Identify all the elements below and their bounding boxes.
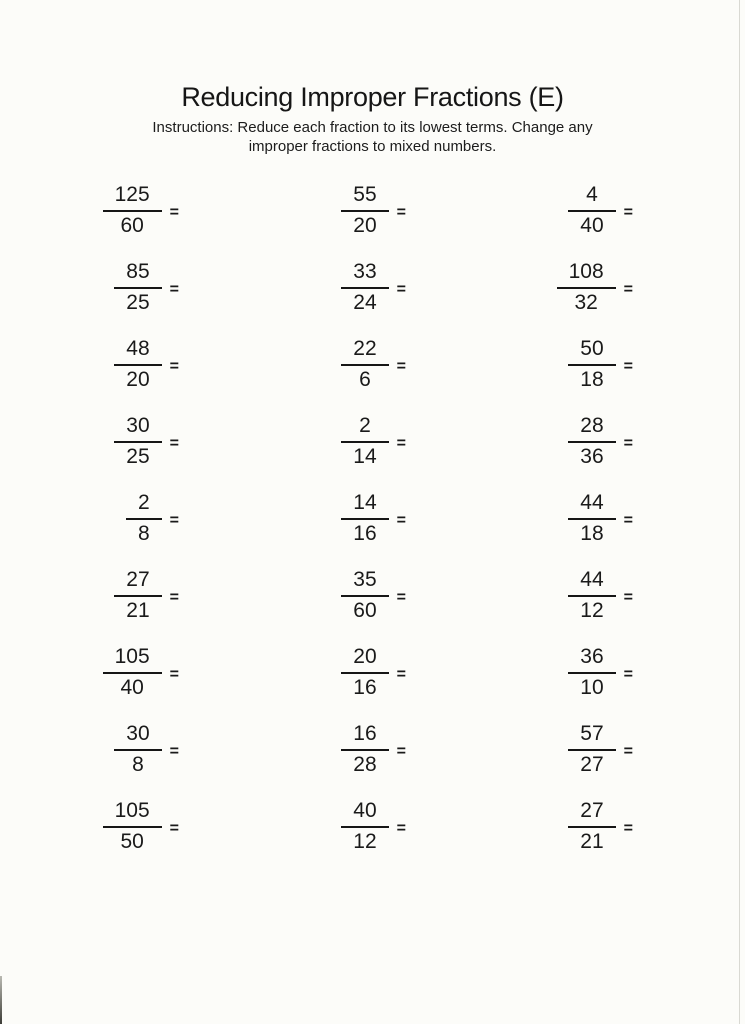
fraction (341, 415, 388, 467)
equals-sign: = (396, 665, 406, 683)
fraction (114, 569, 161, 621)
fraction-numerator: 105 (114, 645, 150, 669)
fraction (568, 338, 615, 390)
fraction-denominator: 32 (557, 287, 616, 314)
fraction-denominator: 10 (568, 672, 615, 699)
equals-sign: = (396, 742, 406, 760)
equals-sign: = (396, 434, 406, 452)
fraction-numerator: 105 (114, 799, 150, 823)
worksheet-title: Reducing Improper Fractions (E) (181, 82, 564, 112)
fraction-numerator: 85 (126, 260, 150, 284)
fraction-problem (341, 723, 406, 775)
fraction (103, 646, 162, 698)
fraction (341, 569, 388, 621)
fraction-denominator: 25 (114, 441, 161, 468)
equals-sign: = (396, 280, 406, 298)
fraction-numerator: 2 (137, 491, 150, 515)
fraction-denominator: 14 (341, 441, 388, 468)
scan-edge-artifact-right (739, 0, 740, 1024)
equals-sign: = (396, 203, 406, 221)
fraction-denominator: 6 (341, 364, 388, 391)
fraction-denominator: 16 (341, 672, 388, 699)
fraction-problem (568, 492, 633, 544)
equals-sign: = (169, 819, 179, 837)
fraction-denominator: 60 (341, 595, 388, 622)
fraction-problem (568, 338, 633, 390)
worksheet-instructions (0, 118, 745, 156)
fraction-denominator: 28 (341, 749, 388, 776)
fraction-numerator: 55 (353, 183, 377, 207)
problems-grid (0, 172, 633, 865)
fraction-problem (114, 569, 179, 621)
fraction-numerator: 33 (353, 260, 377, 284)
fraction-numerator: 30 (126, 722, 150, 746)
instructions-line-2: improper fractions to mixed numbers. (248, 138, 497, 155)
fraction-problem (341, 415, 406, 467)
fraction-numerator: 4 (586, 183, 598, 207)
fraction-denominator: 40 (568, 210, 615, 237)
fraction-denominator: 12 (568, 595, 615, 622)
fraction (103, 800, 162, 852)
equals-sign: = (623, 588, 633, 606)
fraction-denominator: 40 (103, 672, 162, 699)
fraction (341, 646, 388, 698)
fraction-denominator: 8 (114, 749, 161, 776)
fraction-problem (126, 492, 179, 544)
fraction-problem (341, 492, 406, 544)
fraction-problem (114, 723, 179, 775)
equals-sign: = (623, 434, 633, 452)
fraction (568, 415, 615, 467)
fraction-problem (114, 338, 179, 390)
fraction (126, 492, 162, 544)
fraction-problem (568, 800, 633, 852)
fraction (341, 800, 388, 852)
fraction (568, 800, 615, 852)
fraction-problem (103, 800, 179, 852)
equals-sign: = (396, 819, 406, 837)
fraction (568, 492, 615, 544)
fraction (114, 261, 161, 313)
equals-sign: = (623, 203, 633, 221)
fraction-numerator: 44 (580, 568, 604, 592)
fraction-problem (568, 184, 633, 236)
fraction (341, 261, 388, 313)
fraction (557, 261, 616, 313)
fraction-numerator: 27 (580, 799, 604, 823)
fraction-numerator: 28 (580, 414, 604, 438)
fraction-numerator: 40 (353, 799, 377, 823)
fraction (103, 184, 162, 236)
instructions-line-1: Instructions: Reduce each fraction to its lowest terms. Change any (152, 119, 593, 136)
fraction-denominator: 12 (341, 826, 388, 853)
equals-sign: = (169, 280, 179, 298)
fraction-numerator: 35 (353, 568, 377, 592)
fraction-problem (568, 569, 633, 621)
equals-sign: = (396, 357, 406, 375)
fraction-numerator: 2 (359, 414, 371, 438)
fraction-problem (341, 646, 406, 698)
fraction-problem (341, 184, 406, 236)
fraction (341, 184, 388, 236)
fraction-numerator: 30 (126, 414, 150, 438)
fraction-denominator: 50 (103, 826, 162, 853)
fraction-problem (114, 415, 179, 467)
fraction-numerator: 44 (580, 491, 604, 515)
fraction (568, 184, 615, 236)
equals-sign: = (169, 588, 179, 606)
fraction (568, 569, 615, 621)
fraction-denominator: 25 (114, 287, 161, 314)
fraction-denominator: 27 (568, 749, 615, 776)
fraction-numerator: 14 (353, 491, 377, 515)
equals-sign: = (623, 819, 633, 837)
fraction-denominator: 16 (341, 518, 388, 545)
fraction-denominator: 20 (114, 364, 161, 391)
fraction (114, 338, 161, 390)
fraction-denominator: 60 (103, 210, 162, 237)
equals-sign: = (623, 665, 633, 683)
equals-sign: = (623, 742, 633, 760)
fraction-numerator: 57 (580, 722, 604, 746)
equals-sign: = (623, 357, 633, 375)
fraction-numerator: 48 (126, 337, 150, 361)
fraction-numerator: 36 (580, 645, 604, 669)
fraction-numerator: 16 (353, 722, 377, 746)
equals-sign: = (623, 280, 633, 298)
equals-sign: = (169, 203, 179, 221)
fraction (341, 723, 388, 775)
fraction-numerator: 50 (580, 337, 604, 361)
fraction-problem (103, 646, 179, 698)
fraction-denominator: 36 (568, 441, 615, 468)
fraction-problem (341, 338, 406, 390)
equals-sign: = (169, 511, 179, 529)
fraction-problem (557, 261, 633, 313)
fraction-numerator: 125 (114, 183, 150, 207)
fraction-denominator: 24 (341, 287, 388, 314)
fraction (568, 723, 615, 775)
fraction-problem (341, 800, 406, 852)
fraction (114, 415, 161, 467)
scan-edge-artifact-bottom-left (0, 976, 2, 1024)
fraction (341, 338, 388, 390)
fraction-numerator: 22 (353, 337, 377, 361)
fraction-denominator: 20 (341, 210, 388, 237)
fraction-problem (341, 569, 406, 621)
fraction-denominator: 21 (568, 826, 615, 853)
fraction-problem (341, 261, 406, 313)
equals-sign: = (169, 434, 179, 452)
fraction-problem (568, 415, 633, 467)
fraction-denominator: 8 (126, 518, 162, 545)
fraction-problem (568, 646, 633, 698)
equals-sign: = (396, 588, 406, 606)
equals-sign: = (169, 665, 179, 683)
fraction-numerator: 20 (353, 645, 377, 669)
fraction (568, 646, 615, 698)
fraction-problem (114, 261, 179, 313)
fraction-numerator: 108 (568, 260, 604, 284)
fraction-problem (103, 184, 179, 236)
fraction-denominator: 18 (568, 518, 615, 545)
fraction (341, 492, 388, 544)
fraction-numerator: 27 (126, 568, 150, 592)
equals-sign: = (396, 511, 406, 529)
fraction-problem (568, 723, 633, 775)
fraction (114, 723, 161, 775)
fraction-denominator: 18 (568, 364, 615, 391)
equals-sign: = (169, 742, 179, 760)
fraction-denominator: 21 (114, 595, 161, 622)
equals-sign: = (169, 357, 179, 375)
equals-sign: = (623, 511, 633, 529)
